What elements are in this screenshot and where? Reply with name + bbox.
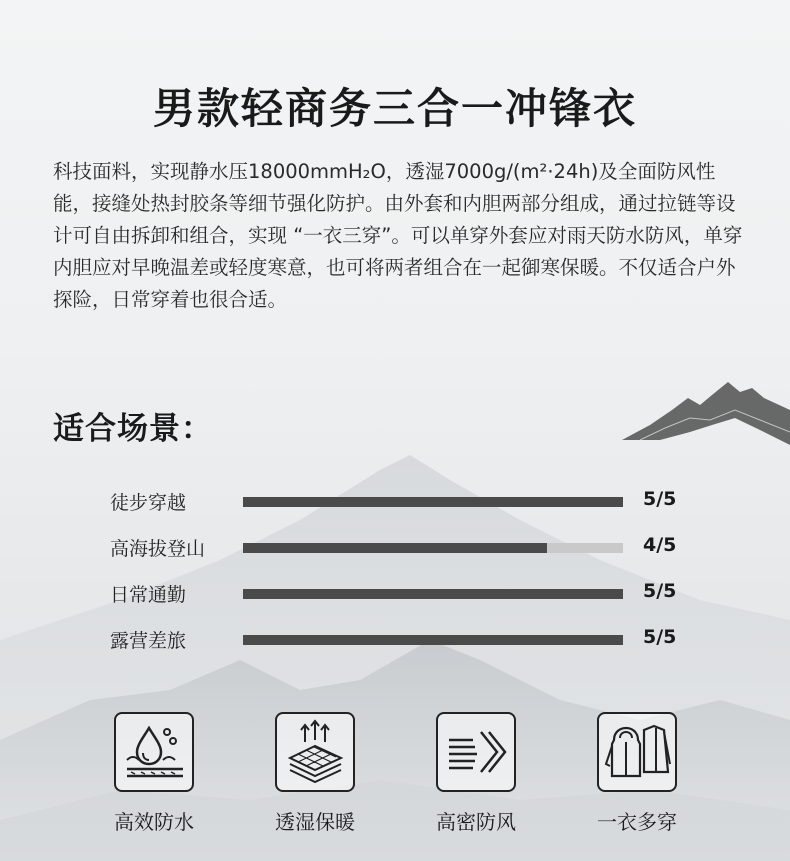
page-title: 男款轻商务三合一冲锋衣 xyxy=(152,84,637,133)
scene-label: 日常通勤 xyxy=(110,584,187,606)
rating-bar-fill xyxy=(243,497,623,507)
windproof-icon xyxy=(436,712,516,792)
product-description: 科技面料，实现静水压18000mmH₂O，透湿7000g/(m²·24h)及全面防风性能，接缝处热封胶条等细节强化防护。由外套和内胆两部分组成，通过拉链等设计可自由拆卸和组合，实现 “一衣三穿”。可以单穿外套应对雨天防水防风，单穿内胆应对早晚温差或轻度寒意，也可将两者组合在一起御寒保暖。不仅适合户外探险，日常穿着也很合适。 xyxy=(53,160,743,311)
scene-label: 徒步穿越 xyxy=(110,492,187,514)
breathable-warm-icon xyxy=(275,712,355,792)
rating-score: 5/5 xyxy=(643,626,677,648)
scene-label: 露营差旅 xyxy=(110,630,187,652)
rating-score: 5/5 xyxy=(643,488,677,510)
feature-multi-wear xyxy=(582,712,692,835)
feature-breathable xyxy=(260,712,370,835)
rating-bar-fill xyxy=(243,635,623,645)
feature-label: 高效防水 xyxy=(114,810,194,834)
waterproof-icon xyxy=(114,712,194,792)
rating-bar-track xyxy=(243,589,623,599)
scene-section-title: 适合场景： xyxy=(53,411,213,447)
rating-bar-track xyxy=(243,635,623,645)
feature-label: 一衣多穿 xyxy=(597,810,677,834)
rating-bar-track xyxy=(243,543,623,553)
scene-rating-row xyxy=(0,578,790,608)
feature-label: 高密防风 xyxy=(436,810,516,834)
feature-windproof xyxy=(421,712,531,835)
multi-wear-jacket-icon xyxy=(597,712,677,792)
rating-bar-track xyxy=(243,497,623,507)
feature-label: 透湿保暖 xyxy=(275,810,355,834)
scene-rating-row xyxy=(0,624,790,654)
scene-label: 高海拔登山 xyxy=(110,538,206,560)
rating-bar-fill xyxy=(243,589,623,599)
rating-score: 5/5 xyxy=(643,580,677,602)
scene-rating-row xyxy=(0,532,790,562)
rating-bar-fill xyxy=(243,543,547,553)
scene-rating-row xyxy=(0,486,790,516)
feature-waterproof xyxy=(99,712,209,835)
rating-score: 4/5 xyxy=(643,534,677,556)
